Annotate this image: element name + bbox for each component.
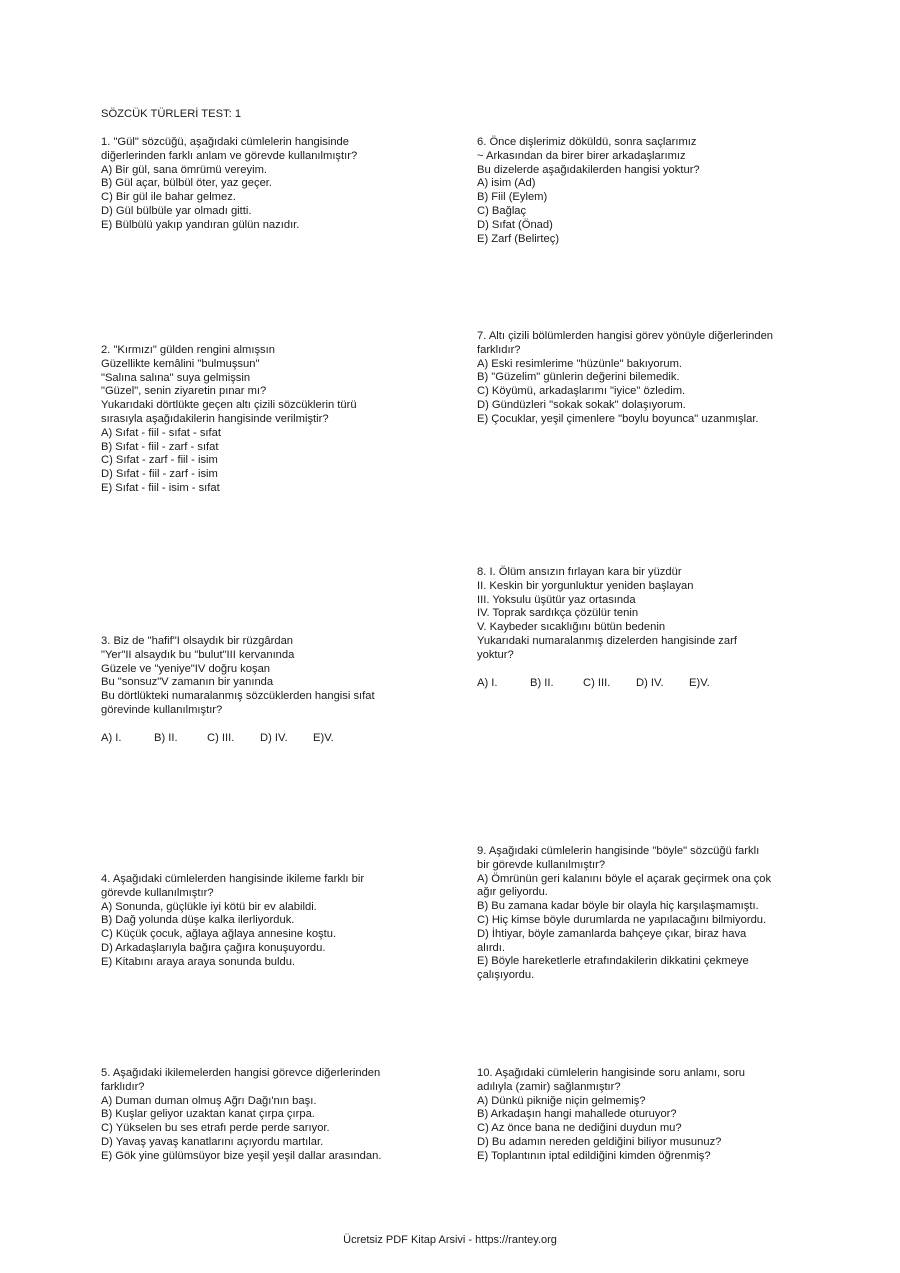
- question-line: A) Eski resimlerime "hüzünle" bakıyorum.: [477, 357, 683, 370]
- question-line: E) Gök yine gülümsüyor bize yeşil yeşil dallar arasından.: [101, 1149, 382, 1162]
- answer-option: B) II.: [530, 676, 554, 689]
- question-10: [477, 1067, 807, 1164]
- question-line: farklıdır?: [101, 1080, 145, 1093]
- question-line: Yukarıdaki dörtlükte geçen altı çizili sözcüklerin türü: [101, 399, 357, 412]
- answer-option: C) III.: [207, 731, 235, 744]
- question-line: D) Yavaş yavaş kanatlarını açıyordu martılar.: [101, 1135, 324, 1148]
- question-line: D) Sıfat (Önad): [477, 218, 553, 231]
- question-line: E) Toplantının iptal edildiğini kimden öğrenmiş?: [477, 1149, 711, 1162]
- question-2: [101, 344, 431, 496]
- question-stem: 4. Aşağıdaki cümlelerden hangisinde ikileme farklı bir: [101, 873, 365, 885]
- question-stem: 7. Altı çizili bölümlerden hangisi görev yönüyle diğerlerinden: [477, 330, 774, 342]
- question-line: B) Dağ yolunda düşe kalka ilerliyorduk.: [101, 914, 295, 927]
- question-line: B) Kuşlar geliyor uzaktan kanat çırpa çırpa.: [101, 1108, 315, 1121]
- question-stem: 8. I. Ölüm ansızın fırlayan kara bir yüzdür: [477, 566, 682, 578]
- question-line: III. Yoksulu üşütür yaz ortasında: [477, 593, 636, 606]
- question-line: "Yer"II alsaydık bu "bulut"III kervanında: [101, 648, 295, 661]
- answer-option: E)V.: [689, 676, 710, 689]
- answer-option: D) IV.: [636, 676, 664, 689]
- question-line: D) Gül bülbüle yar olmadı gitti.: [101, 204, 252, 217]
- question-line: E) Kitabını araya araya sonunda buldu.: [101, 955, 296, 968]
- question-line: B) Fiil (Eylem): [477, 191, 548, 204]
- question-line: A) isim (Ad): [477, 177, 536, 190]
- question-line: C) Küçük çocuk, ağlaya ağlaya annesine koştu.: [101, 928, 337, 941]
- question-line: B) Sıfat - fiil - zarf - sıfat: [101, 440, 219, 453]
- question-line: C) Bağlaç: [477, 204, 527, 217]
- answer-option: D) IV.: [260, 731, 288, 744]
- question-line: V. Kaybeder sıcaklığını bütün bedenin: [477, 621, 666, 634]
- question-line: farklıdır?: [477, 343, 521, 356]
- question-line: C) Az önce bana ne dediğini duydun mu?: [477, 1122, 682, 1135]
- answer-options-row: [477, 677, 807, 689]
- answer-option: C) III.: [583, 676, 611, 689]
- question-line: "Güzel", senin ziyaretin pınar mı?: [101, 385, 267, 398]
- question-line: Güzele ve "yeniye"IV doğru koşan: [101, 662, 271, 675]
- question-stem: 1. "Gül" sözcüğü, aşağıdaki cümlelerin hangisinde: [101, 136, 349, 148]
- answer-option: A) I.: [101, 731, 122, 744]
- question-7: [477, 330, 807, 427]
- question-3: [101, 635, 431, 744]
- question-line: C) Sıfat - zarf - fiil - isim: [101, 454, 218, 467]
- question-line: E) Zarf (Belirteç): [477, 232, 560, 245]
- question-line: alırdı.: [477, 941, 505, 954]
- question-line: adılıyla (zamir) sağlanmıştır?: [477, 1080, 621, 1093]
- question-stem: 3. Biz de "hafif"I olsaydık bir rüzgârdan: [101, 635, 294, 647]
- question-line: C) Köyümü, arkadaşlarımı "iyice" özledim.: [477, 385, 686, 398]
- question-line: B) Gül açar, bülbül öter, yaz geçer.: [101, 177, 273, 190]
- question-line: A) Sonunda, güçlükle iyi kötü bir ev alabildi.: [101, 900, 317, 913]
- page-title: SÖZCÜK TÜRLERİ TEST: 1: [101, 108, 242, 120]
- question-line: A) Duman duman olmuş Ağrı Dağı'nın başı.: [101, 1094, 317, 1107]
- question-line: A) Sıfat - fiil - sıfat - sıfat: [101, 426, 221, 439]
- question-line: C) Yükselen bu ses etrafı perde perde sarıyor.: [101, 1122, 330, 1135]
- question-8: [477, 566, 807, 689]
- question-6: [477, 136, 807, 246]
- question-line: ~ Arkasından da birer birer arkadaşlarımız: [477, 149, 686, 162]
- question-line: A) Ömrünün geri kalanını böyle el açarak geçirmek ona çok: [477, 872, 772, 885]
- question-line: C) Hiç kimse böyle durumlarda ne yapılacağını bilmiyordu.: [477, 913, 767, 926]
- question-4: [101, 873, 431, 970]
- question-line: D) Arkadaşlarıyla bağıra çağıra konuşuyordu.: [101, 941, 326, 954]
- question-stem: 2. "Kırmızı" gülden rengini almışsın: [101, 344, 275, 356]
- answer-option: A) I.: [477, 676, 498, 689]
- question-5: [101, 1067, 431, 1164]
- answer-option: E)V.: [313, 731, 334, 744]
- question-line: Yukarıdaki numaralanmış dizelerden hangisinde zarf: [477, 634, 737, 647]
- question-stem: 9. Aşağıdaki cümlelerin hangisinde "böyle" sözcüğü farklı: [477, 845, 760, 857]
- question-line: Bu dörtlükteki numaralanmış sözcüklerden hangisi sıfat: [101, 690, 375, 703]
- answer-option: B) II.: [154, 731, 178, 744]
- question-line: sırasıyla aşağıdakilerin hangisinde verilmiştir?: [101, 412, 329, 425]
- question-line: çalışıyordu.: [477, 969, 535, 982]
- question-line: D) Sıfat - fiil - zarf - isim: [101, 468, 218, 481]
- question-line: C) Bir gül ile bahar gelmez.: [101, 191, 236, 204]
- question-line: IV. Toprak sardıkça çözülür tenin: [477, 607, 639, 620]
- question-1: [101, 136, 431, 233]
- question-line: E) Çocuklar, yeşil çimenlere "boylu boyunca" uzanmışlar.: [477, 412, 759, 425]
- question-line: diğerlerinden farklı anlam ve görevde kullanılmıştır?: [101, 149, 358, 162]
- question-line: A) Bir gül, sana ömrümü vereyim.: [101, 163, 267, 176]
- question-line: Güzellikte kemâlini "bulmuşsun": [101, 357, 260, 370]
- question-line: B) Bu zamana kadar böyle bir olayla hiç karşılaşmamıştı.: [477, 900, 759, 913]
- question-stem: 10. Aşağıdaki cümlelerin hangisinde soru anlamı, soru: [477, 1067, 746, 1079]
- answer-options-row: [101, 732, 431, 744]
- question-line: görevde kullanılmıştır?: [101, 886, 214, 899]
- question-line: B) "Güzelim" günlerin değerini bilemedik.: [477, 371, 680, 384]
- question-line: görevinde kullanılmıştır?: [101, 703, 223, 716]
- question-line: A) Dünkü pikniğe niçin gelmemiş?: [477, 1094, 646, 1107]
- question-line: D) Gündüzleri "sokak sokak" dolaşıyorum.: [477, 398, 686, 411]
- question-line: "Salına salına" suya gelmişsin: [101, 371, 251, 384]
- question-line: E) Böyle hareketlerle etrafındakilerin dikkatini çekmeye: [477, 955, 749, 968]
- footer-text: Ücretsiz PDF Kitap Arsivi - https://rantey.org: [343, 1234, 557, 1246]
- question-line: Bu dizelerde aşağıdakilerden hangisi yoktur?: [477, 163, 700, 176]
- question-stem: 5. Aşağıdaki ikilemelerden hangisi görevce diğerlerinden: [101, 1067, 381, 1079]
- question-line: Bu "sonsuz"V zamanın bir yanında: [101, 676, 274, 689]
- question-line: ağır geliyordu.: [477, 886, 548, 899]
- question-9: [477, 845, 807, 983]
- question-line: B) Arkadaşın hangi mahallede oturuyor?: [477, 1108, 677, 1121]
- question-line: E) Bülbülü yakıp yandıran gülün nazıdır.: [101, 218, 300, 231]
- question-line: D) Bu adamın nereden geldiğini biliyor musunuz?: [477, 1135, 722, 1148]
- question-line: II. Keskin bir yorgunluktur yeniden başlayan: [477, 579, 694, 592]
- question-line: D) İhtiyar, böyle zamanlarda bahçeye çıkar, biraz hava: [477, 927, 747, 940]
- question-stem: 6. Önce dişlerimiz döküldü, sonra saçlarımız: [477, 136, 697, 148]
- question-line: bir görevde kullanılmıştır?: [477, 858, 606, 871]
- question-line: yoktur?: [477, 648, 514, 661]
- question-line: E) Sıfat - fiil - isim - sıfat: [101, 481, 220, 494]
